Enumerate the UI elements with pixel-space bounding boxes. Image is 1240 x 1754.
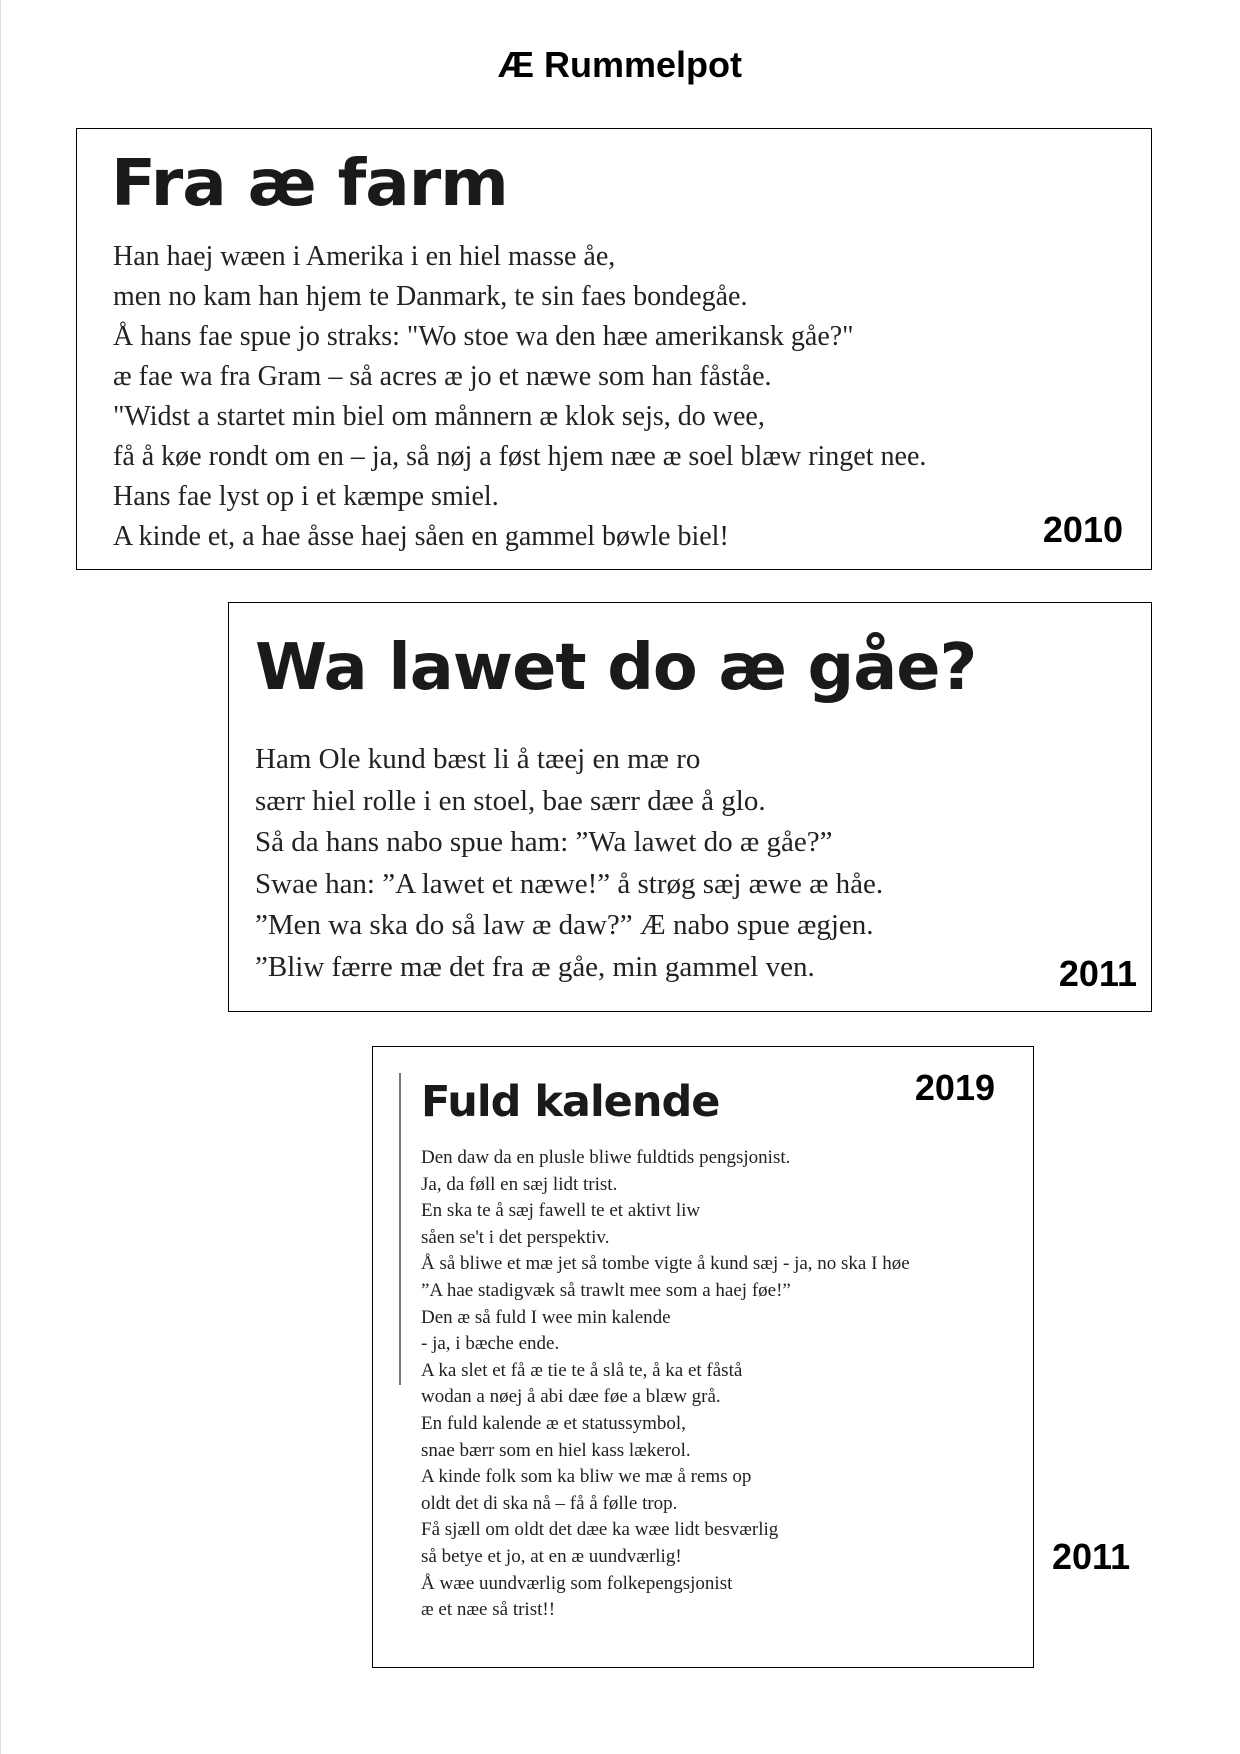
poem-line: oldt det di ska nå – få å følle trop. [421, 1492, 678, 1514]
poem-line: snae bærr som en hiel kass lækerol. [421, 1439, 691, 1461]
poem-line: ”Bliw færre mæ det fra æ gåe, min gammel ven. [255, 950, 815, 983]
clipping-headline: Fuld kalende [421, 1077, 720, 1127]
poem-line: Ja, da føll en sæj lidt trist. [421, 1173, 618, 1195]
poem-line: wodan a nøej å abi dæe føe a blæw grå. [421, 1386, 721, 1408]
poem-line: - ja, i bæche ende. [421, 1333, 560, 1355]
poem-line: A ka slet et få æ tie te å slå te, å ka et fåstå [421, 1359, 743, 1381]
clipping-fuld-kalende [372, 1046, 1034, 1668]
poem-line: ”A hae stadigvæk så trawlt mee som a haej føe!” [421, 1279, 791, 1301]
poem-line: så betye et jo, at en æ uundværlig! [421, 1545, 682, 1567]
year-label: 2019 [914, 1067, 995, 1108]
poem-line: Ham Ole kund bæst li å tæej en mæ ro [255, 743, 701, 775]
page-title: Æ Rummelpot [497, 44, 742, 85]
clipping-headline: Wa lawet do æ gåe? [255, 631, 977, 705]
year-label: 2010 [1042, 509, 1123, 550]
poem-line: særr hiel rolle i en stoel, bae særr dæe å glo. [255, 784, 766, 817]
vertical-rule [399, 1073, 401, 1385]
poem-line: Hans fae lyst op i et kæmpe smiel. [113, 481, 499, 512]
poem-line: En fuld kalende æ et statussymbol, [421, 1412, 686, 1434]
clipping-headline: Fra æ farm [111, 147, 508, 221]
poem-line: Han haej wæen i Amerika i en hiel masse åe, [113, 241, 616, 272]
poem-line: Å så bliwe et mæ jet så tombe vigte å kund sæj - ja, no ska I høe [421, 1253, 910, 1275]
poem-text [421, 1145, 910, 1624]
poem-line: Få sjæll om oldt det dæe ka wæe lidt besværlig [421, 1519, 779, 1541]
poem-line: såen se't i det perspektiv. [421, 1226, 610, 1248]
poem-line: men no kam han hjem te Danmark, te sin faes bondegåe. [113, 281, 748, 312]
poem-line: Den daw da en plusle bliwe fuldtids pengsjonist. [421, 1147, 791, 1168]
poem-line: A kinde et, a hae åsse haej såen en gammel bøwle biel! [113, 521, 729, 552]
clipping-fra-ae-farm [76, 128, 1152, 570]
clipping-wa-lawet-do-ae-gae [228, 602, 1152, 1012]
poem-line: En ska te å sæj fawell te et aktivt liw [421, 1200, 701, 1222]
poem-line: "Widst a startet min biel om månnern æ klok sejs, do wee, [113, 401, 765, 432]
poem-text [113, 237, 926, 557]
poem-line: A kinde folk som ka bliw we mæ å rems op [421, 1466, 752, 1488]
year-label-outside: 2011 [1052, 1536, 1131, 1577]
scan-edge [0, 0, 1, 1754]
poem-line: Å wæe uundværlig som folkepengsjonist [421, 1572, 733, 1594]
poem-line: Swae han: ”A lawet et næwe!” å strøg sæj æwe æ håe. [255, 867, 884, 900]
poem-line: æ fae wa fra Gram – så acres æ jo et næwe som han fåståe. [113, 361, 772, 392]
year-label: 2011 [1058, 953, 1137, 994]
poem-line: få å køe rondt om en – ja, så nøj a føst hjem næe æ soel blæw ringet nee. [113, 441, 927, 472]
poem-line: æ et næe så trist!! [421, 1599, 556, 1621]
poem-line: ”Men wa ska do så law æ daw?” Æ nabo spue ægjen. [255, 909, 874, 941]
poem-line: Å hans fae spue jo straks: "Wo stoe wa den hæe amerikansk gåe?" [113, 321, 854, 352]
poem-text [255, 739, 883, 988]
poem-line: Den æ så fuld I wee min kalende [421, 1306, 671, 1328]
poem-line: Så da hans nabo spue ham: ”Wa lawet do æ gåe?” [255, 826, 833, 858]
